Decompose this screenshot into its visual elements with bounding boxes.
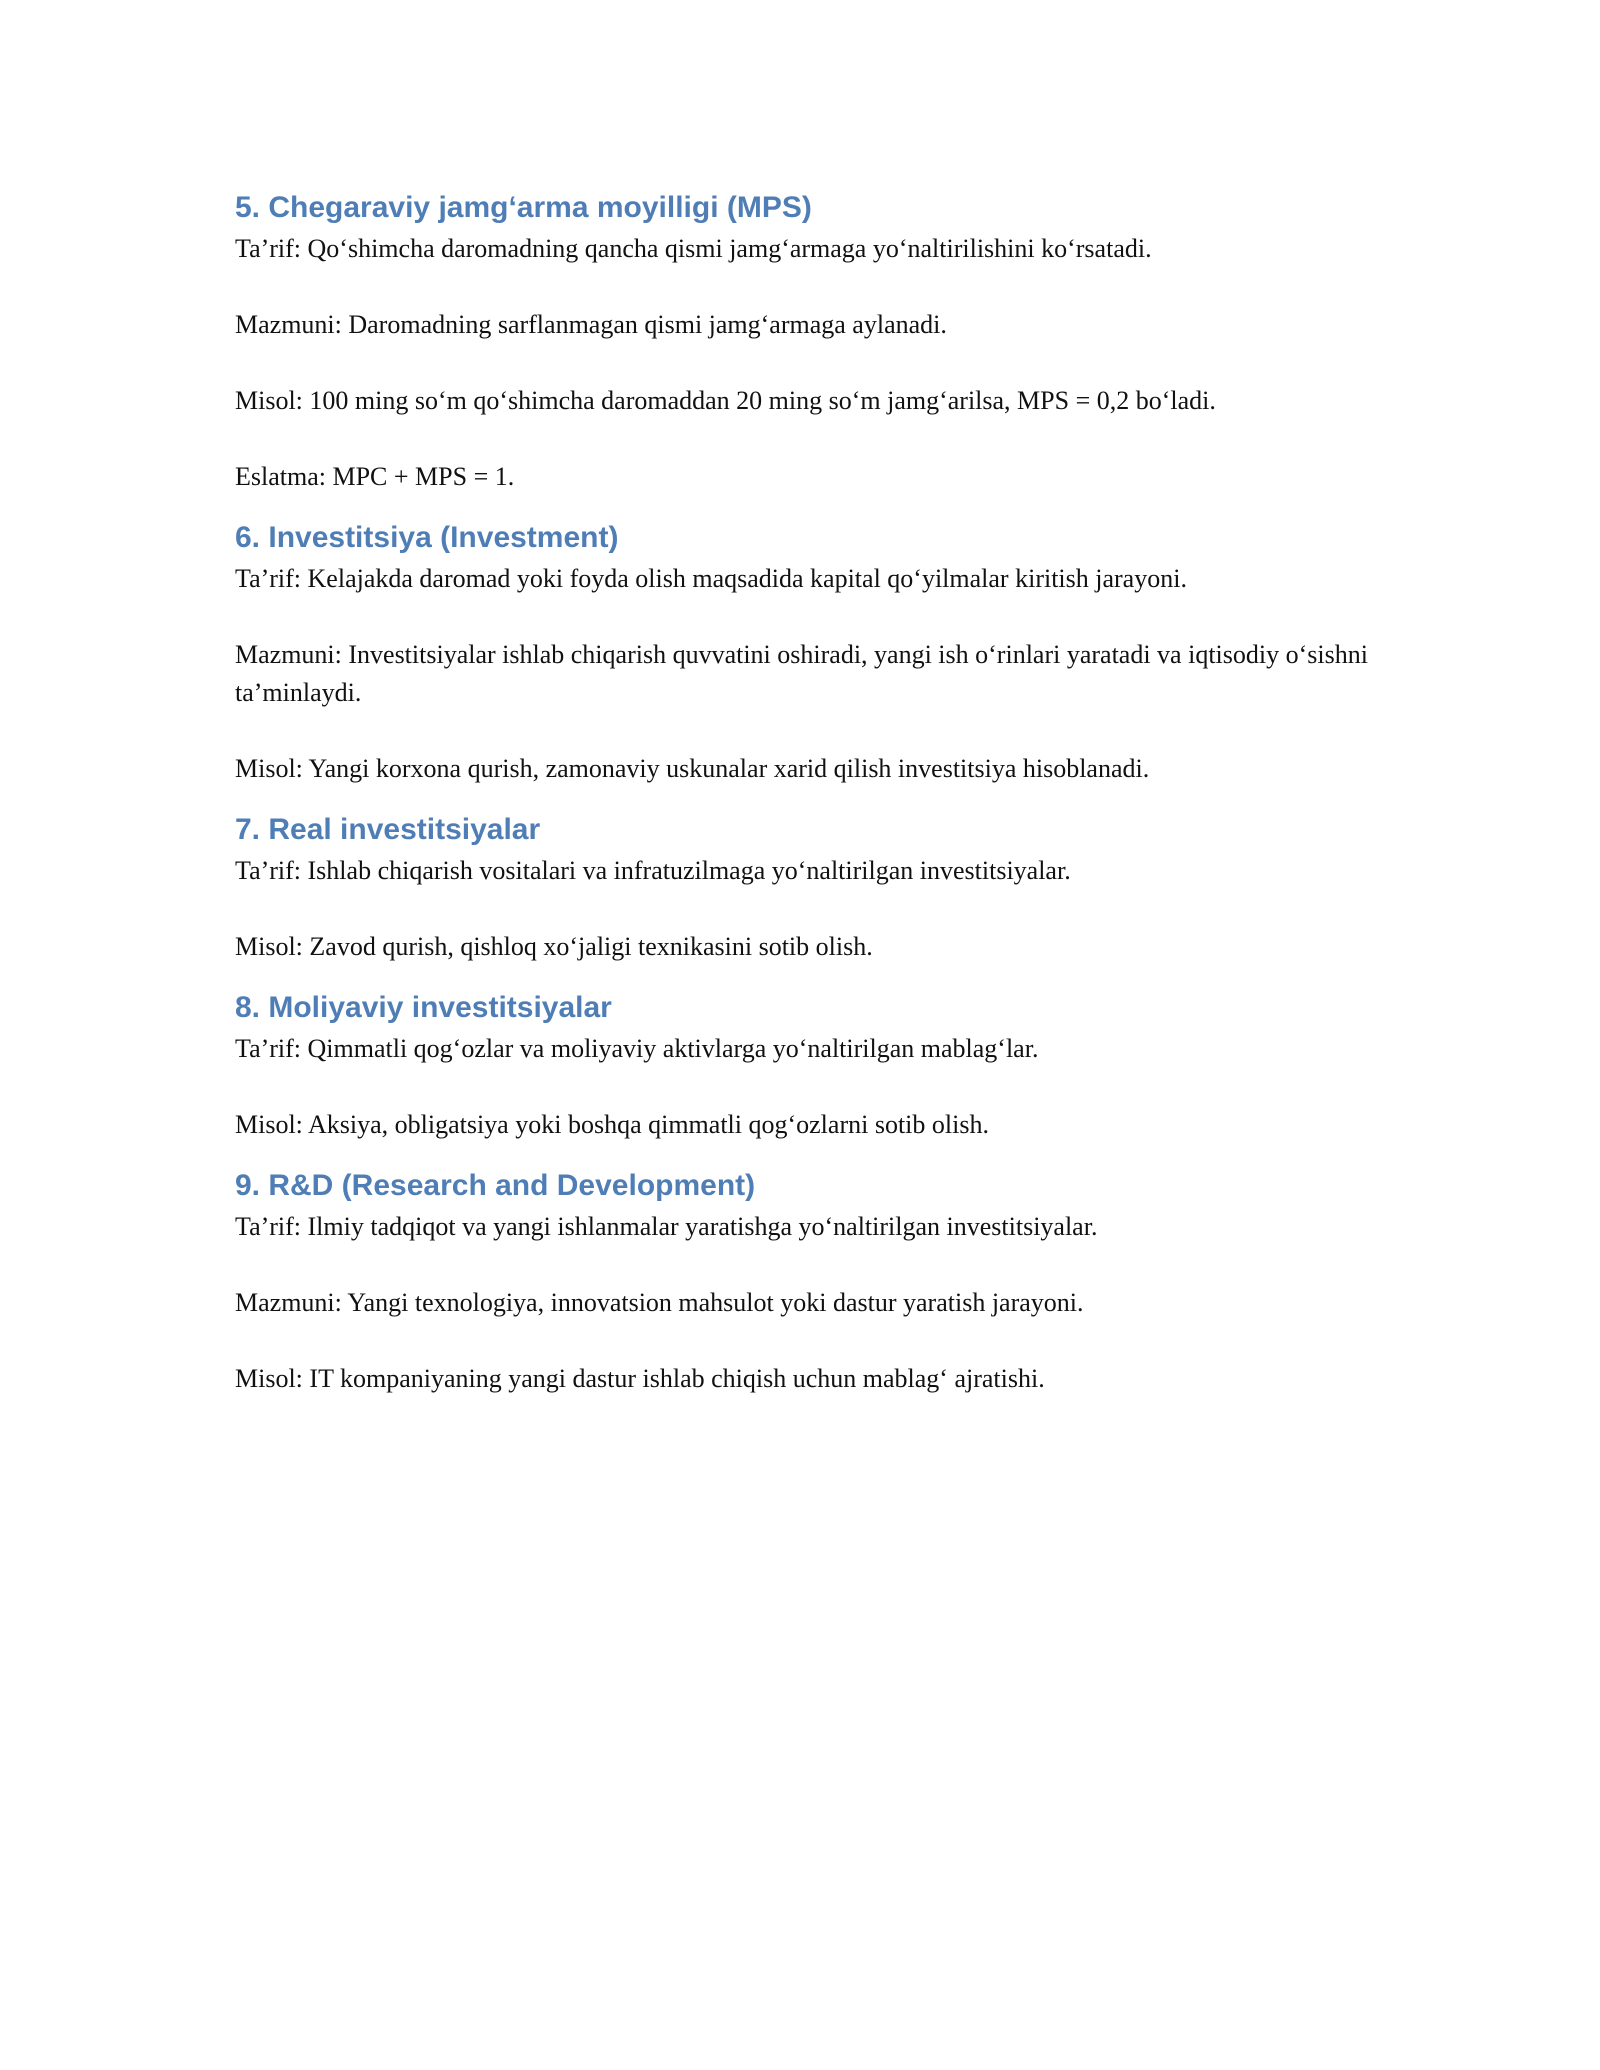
note-paragraph: Eslatma: MPC + MPS = 1. <box>235 462 515 491</box>
section-heading: 6. Investitsiya (Investment) <box>235 521 619 554</box>
definition-paragraph: Ta’rif: Qo‘shimcha daromadning qancha qismi jamg‘armaga yo‘naltirilishini ko‘rsatadi. <box>235 234 1152 263</box>
section-financial-investments <box>235 986 1375 1144</box>
meaning-paragraph: Mazmuni: Investitsiyalar ishlab chiqarish quvvatini oshiradi, yangi ish o‘rinlari yaratadi va iqtisodiy o‘sishni ta’minlaydi. <box>235 640 1368 707</box>
section-investment <box>235 516 1375 788</box>
definition-paragraph: Ta’rif: Qimmatli qog‘ozlar va moliyaviy aktivlarga yo‘naltirilgan mablag‘lar. <box>235 1034 1039 1063</box>
definition-paragraph: Ta’rif: Ishlab chiqarish vositalari va infratuzilmaga yo‘naltirilgan investitsiyalar. <box>235 856 1071 885</box>
example-paragraph: Misol: 100 ming so‘m qo‘shimcha daromaddan 20 ming so‘m jamg‘arilsa, MPS = 0,2 bo‘ladi. <box>235 386 1216 415</box>
section-real-investments <box>235 808 1375 966</box>
section-heading: 5. Chegaraviy jamg‘arma moyilligi (MPS) <box>235 191 812 224</box>
definition-paragraph: Ta’rif: Kelajakda daromad yoki foyda olish maqsadida kapital qo‘yilmalar kiritish jarayoni. <box>235 564 1187 593</box>
section-heading: 7. Real investitsiyalar <box>235 813 541 846</box>
meaning-paragraph: Mazmuni: Daromadning sarflanmagan qismi jamg‘armaga aylanadi. <box>235 310 947 339</box>
example-paragraph: Misol: Zavod qurish, qishloq xo‘jaligi texnikasini sotib olish. <box>235 932 873 961</box>
section-research-development <box>235 1164 1375 1398</box>
section-heading: 9. R&D (Research and Development) <box>235 1169 756 1202</box>
meaning-paragraph: Mazmuni: Yangi texnologiya, innovatsion mahsulot yoki dastur yaratish jarayoni. <box>235 1288 1084 1317</box>
example-paragraph: Misol: Aksiya, obligatsiya yoki boshqa qimmatli qog‘ozlarni sotib olish. <box>235 1110 989 1139</box>
document-page <box>235 186 1375 1398</box>
section-mps <box>235 186 1375 496</box>
definition-paragraph: Ta’rif: Ilmiy tadqiqot va yangi ishlanmalar yaratishga yo‘naltirilgan investitsiyalar. <box>235 1212 1098 1241</box>
section-heading: 8. Moliyaviy investitsiyalar <box>235 991 612 1024</box>
example-paragraph: Misol: Yangi korxona qurish, zamonaviy uskunalar xarid qilish investitsiya hisoblanadi. <box>235 754 1150 783</box>
example-paragraph: Misol: IT kompaniyaning yangi dastur ishlab chiqish uchun mablag‘ ajratishi. <box>235 1364 1045 1393</box>
